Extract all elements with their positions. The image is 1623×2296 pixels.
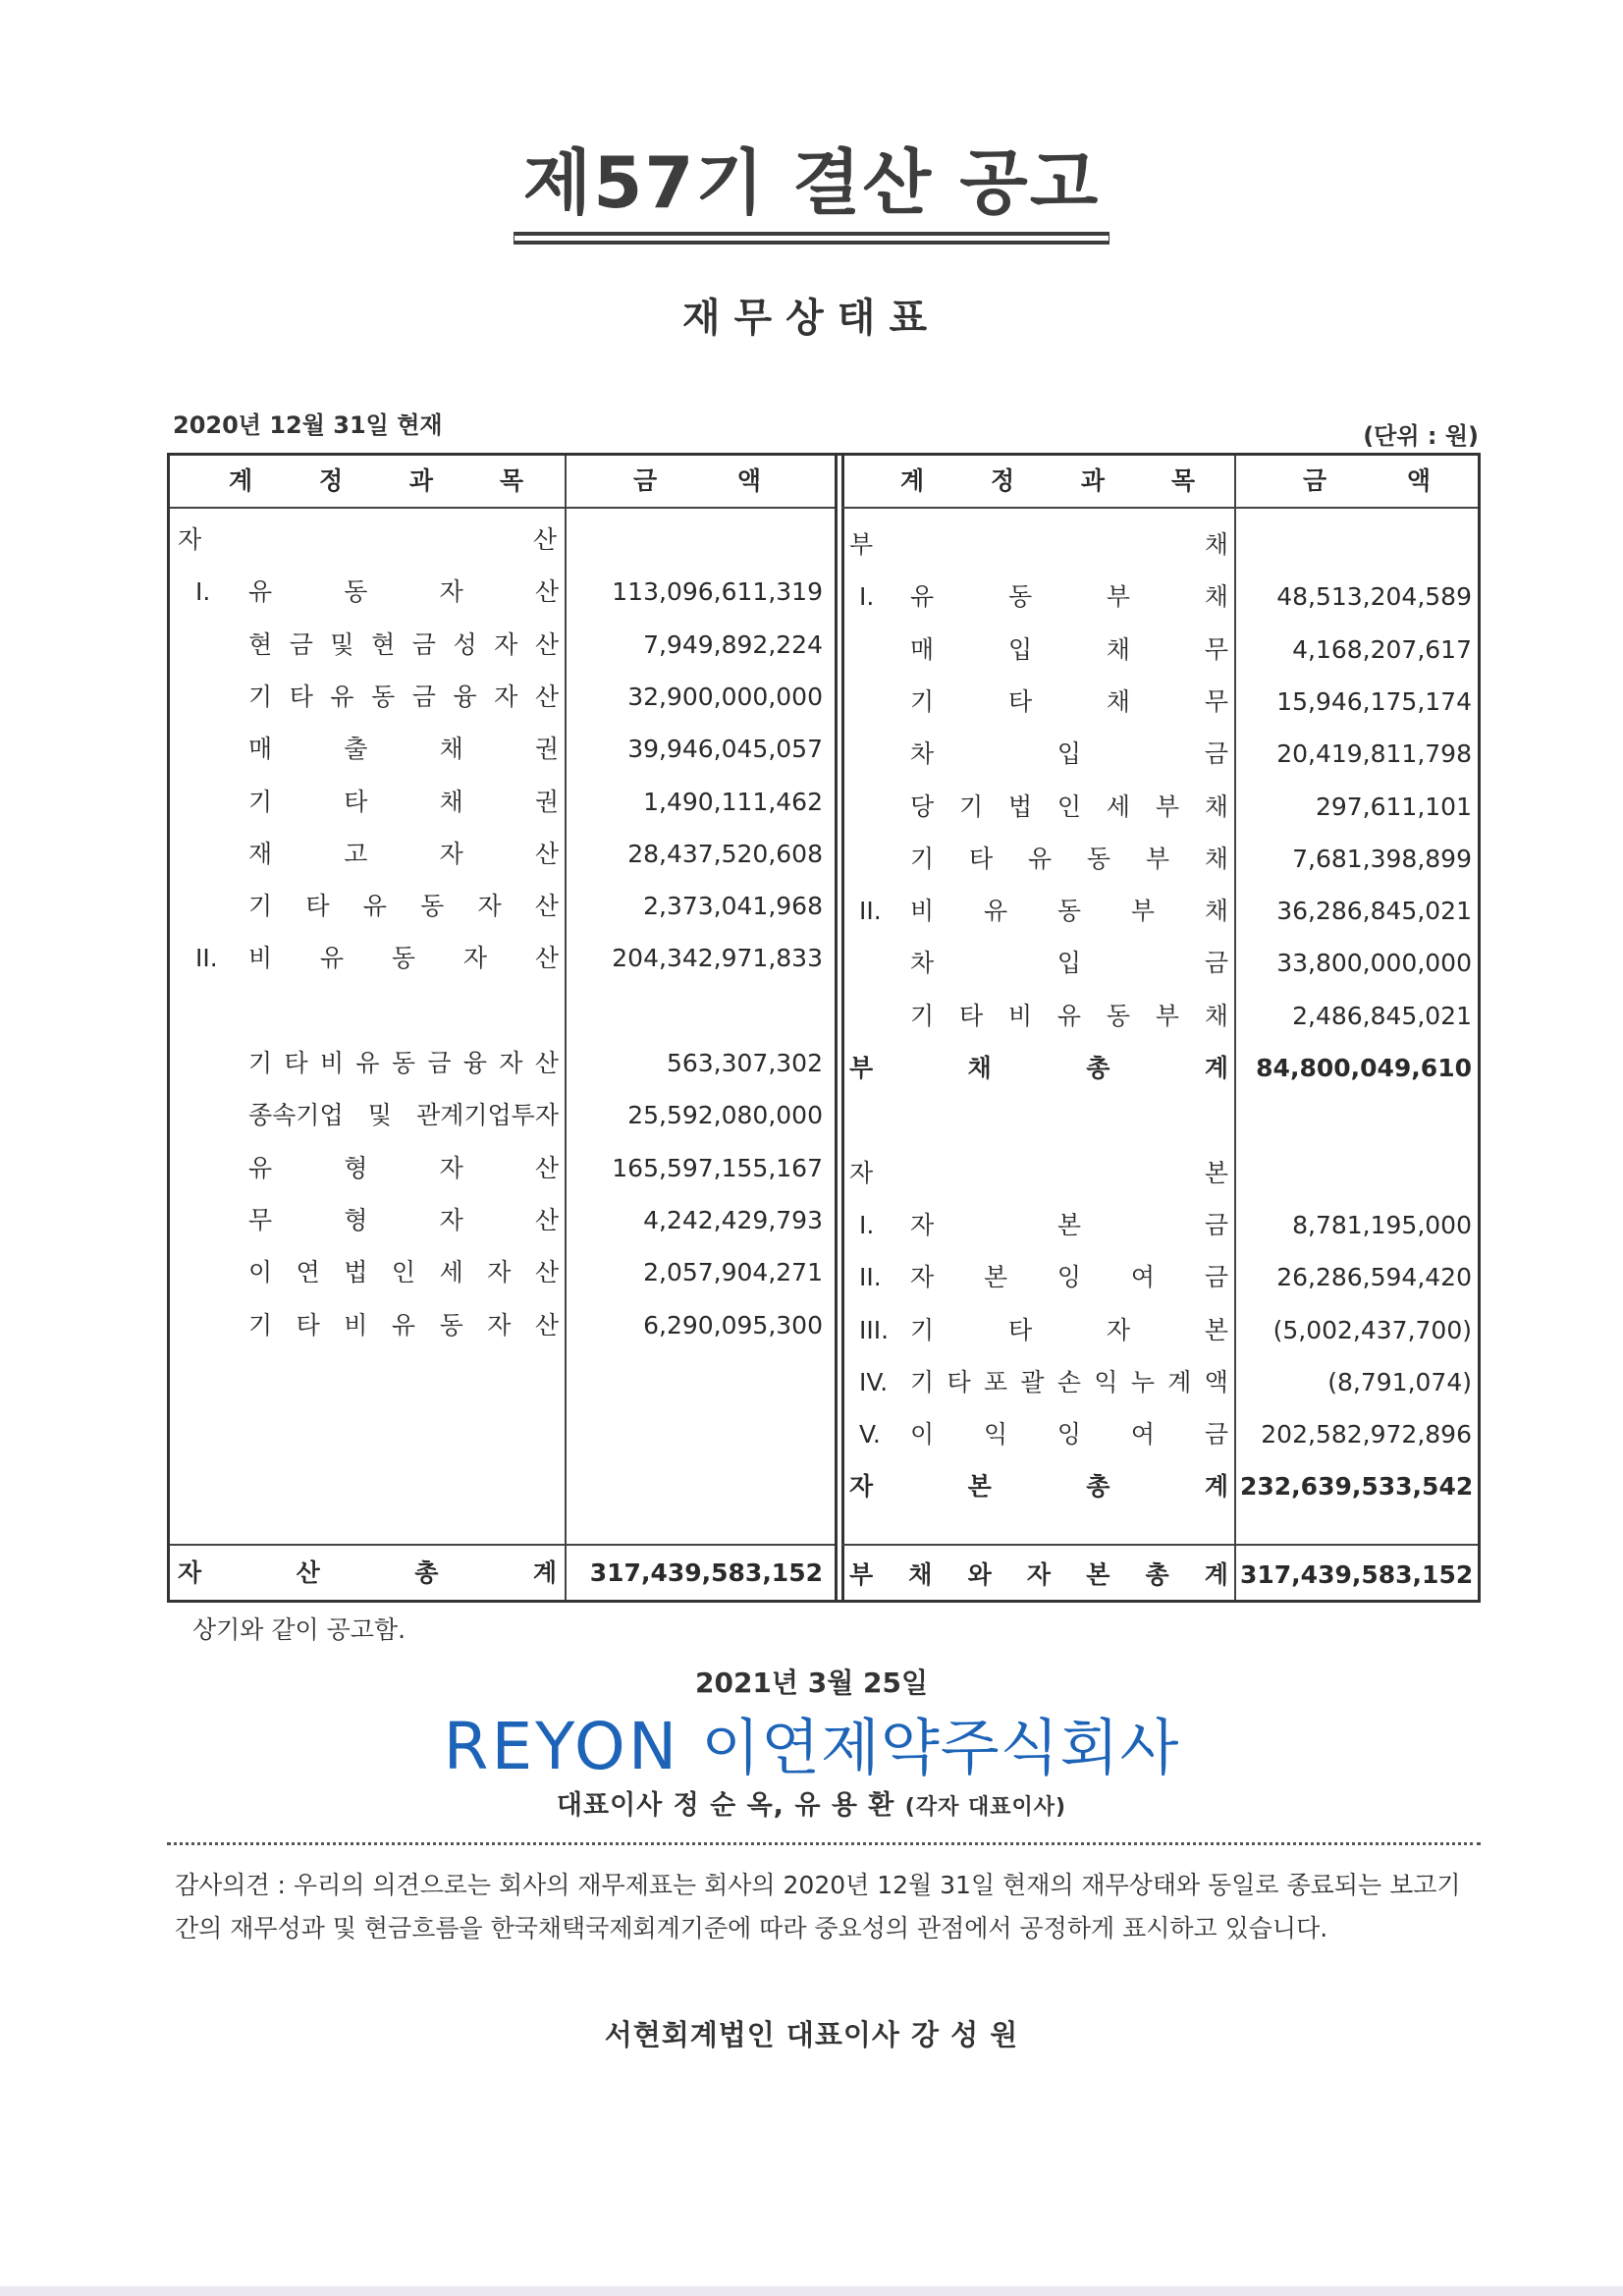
grand-total-label — [849, 1550, 1228, 1601]
liabilities-total-label-char: 부 — [849, 1054, 874, 1082]
liability-item-amount: 7,681,398,899 — [1292, 844, 1472, 873]
middle-line-a — [835, 456, 838, 1600]
asset-item-amount: 113,096,611,319 — [612, 577, 823, 607]
liabilities-section — [849, 519, 1228, 571]
company-logo — [0, 1699, 1623, 1786]
liability-item-label-char: 부 — [1106, 582, 1131, 612]
liability-item-label-char: 동 — [1056, 897, 1082, 926]
equity-item-label-char: 잉 — [1056, 1263, 1082, 1292]
asset-item-label-char: 산 — [534, 629, 559, 659]
equity-item-amount: 8,781,195,000 — [1292, 1210, 1472, 1239]
asset-item-amount: 39,946,045,057 — [627, 735, 823, 764]
asset-item-label-char: 자 — [494, 629, 518, 659]
asset-item-label-char: 동 — [391, 1049, 416, 1077]
liability-item-label-char: 기 — [958, 792, 984, 821]
asset-item-label-char: 자 — [439, 839, 463, 868]
equity-item-label — [910, 1409, 1228, 1460]
ceo-note: (각자 대표이사) — [904, 1795, 1067, 1820]
asset-item-label-char: 자 — [499, 1049, 523, 1077]
equity-item-label-char: 익 — [983, 1420, 1008, 1449]
unit-label: (단위 : 원) — [1363, 422, 1479, 450]
equity-item-label-char: 타 — [947, 1367, 971, 1396]
total-rule-right — [841, 1544, 1478, 1546]
header-rule-right — [841, 507, 1478, 509]
asset-item-label — [248, 672, 559, 723]
liability-item-label — [910, 991, 1228, 1042]
asset-item-label-char: 산 — [534, 892, 559, 921]
liability-item-label-char: 채 — [1106, 634, 1131, 664]
liability-item-label — [910, 625, 1228, 676]
equity-item-label-char: 자 — [910, 1210, 935, 1239]
equity-item-label-char: 여 — [1130, 1263, 1156, 1292]
asset-item-label-char: 유 — [319, 944, 345, 973]
asset-item-label-char: 자 — [487, 1258, 512, 1287]
header-amount-left — [633, 456, 761, 507]
asset-item-label-char: 동 — [371, 682, 396, 711]
right-amount-col-line — [1234, 456, 1236, 1600]
equity-item-label — [910, 1305, 1228, 1356]
liability-item-label-char: 기 — [910, 686, 935, 716]
asset-item-label-char: 및 — [367, 1101, 392, 1130]
assets-total-label-char: 산 — [296, 1558, 320, 1587]
asset-item-label-char: 유 — [391, 1310, 416, 1339]
liability-item-label — [910, 782, 1228, 833]
liability-item-label-char: 채 — [1204, 792, 1228, 821]
asset-item-label-char: 자 — [439, 1153, 463, 1182]
equity-item-label — [910, 1252, 1228, 1303]
company-name: 이연제약주식회사 — [701, 1712, 1180, 1783]
roman-numeral: I. — [859, 582, 875, 612]
assets-total-label-char: 자 — [178, 1558, 202, 1587]
asset-item-label-char: 기 — [248, 892, 273, 921]
equity-total-label-char: 본 — [967, 1472, 992, 1502]
header-account-left-char: 목 — [499, 466, 523, 495]
liability-item-label — [910, 834, 1228, 885]
equity-item-label-char: 손 — [1056, 1367, 1082, 1396]
equity-item-label-char: 금 — [1204, 1263, 1228, 1292]
grand-total-amount: 317,439,583,152 — [1240, 1560, 1474, 1589]
header-amount-left-char: 금 — [633, 466, 658, 495]
header-account-right-char: 정 — [990, 466, 1015, 495]
roman-numeral: III. — [859, 1315, 890, 1344]
header-account-left — [229, 456, 523, 507]
roman-numeral: II. — [859, 897, 882, 926]
header-account-right-char: 과 — [1080, 466, 1106, 495]
asset-item-label-char: 산 — [534, 1205, 559, 1234]
divider — [167, 1842, 1481, 1845]
liability-item-label-char: 동 — [1106, 1001, 1131, 1030]
liabilities-total-label-char: 총 — [1086, 1054, 1110, 1082]
asset-item-label-char: 권 — [534, 787, 559, 816]
liability-item-label — [910, 886, 1228, 937]
equity-item-label-char: 타 — [1007, 1315, 1033, 1344]
equity-item-amount: 26,286,594,420 — [1276, 1263, 1472, 1292]
liability-item-label — [910, 677, 1228, 728]
asset-item-label-char: 금 — [289, 629, 313, 659]
asset-item-label-char: 비 — [319, 1049, 345, 1077]
grand-total-label-char: 자 — [1026, 1560, 1052, 1589]
liability-item-label-char: 금 — [1204, 949, 1228, 978]
equity-total-amount: 232,639,533,542 — [1240, 1472, 1474, 1502]
equity-item-label-char: 이 — [910, 1420, 935, 1449]
liability-item-label-char: 타 — [1007, 686, 1033, 716]
liability-item-label-char: 비 — [1007, 1001, 1033, 1030]
liability-item-label-char: 입 — [1056, 949, 1082, 978]
liability-item-amount: 4,168,207,617 — [1292, 634, 1472, 664]
asset-item-label-char: 동 — [391, 944, 416, 973]
asset-item-label-char: 자 — [494, 682, 518, 711]
liability-item-label-char: 매 — [910, 634, 935, 664]
header-amount-left-char: 액 — [736, 466, 761, 495]
closing-statement: 상기와 같이 공고함. — [192, 1615, 406, 1644]
liability-item-amount: 36,286,845,021 — [1276, 897, 1472, 926]
asset-item-label-char: 연 — [296, 1258, 320, 1287]
liability-item-label — [910, 938, 1228, 989]
equity-item-label-char: 익 — [1094, 1367, 1118, 1396]
equity-item-label — [910, 1200, 1228, 1251]
ceo-line — [0, 1783, 1623, 1822]
equity-item-label-char: 자 — [910, 1263, 935, 1292]
header-account-left-char: 계 — [229, 466, 253, 495]
liability-item-label-char: 입 — [1007, 634, 1033, 664]
liability-item-label-char: 법 — [1007, 792, 1033, 821]
asset-item-label-char: 융 — [453, 682, 477, 711]
liability-item-label-char: 세 — [1106, 792, 1131, 821]
asset-item-amount: 32,900,000,000 — [627, 682, 823, 711]
equity-section-char: 자 — [849, 1158, 874, 1187]
liability-item-label-char: 유 — [983, 897, 1008, 926]
asset-item-label-char: 타 — [284, 1049, 308, 1077]
asset-item-label-char: 종속기업 — [248, 1101, 344, 1130]
liability-item-label-char: 부 — [1145, 844, 1170, 873]
liability-item-amount: 48,513,204,589 — [1276, 582, 1472, 612]
asset-item-label-char: 자 — [477, 892, 502, 921]
liability-item-label-char: 기 — [910, 844, 935, 873]
equity-item-amount: 202,582,972,896 — [1261, 1420, 1472, 1449]
equity-item-label-char: 포 — [983, 1367, 1008, 1396]
asset-item-label-char: 기 — [248, 1049, 273, 1077]
asset-item-amount: 6,290,095,300 — [643, 1310, 823, 1339]
asset-item-label-char: 현 — [371, 629, 396, 659]
publication-date: 2021년 3월 25일 — [694, 1667, 929, 1699]
statement-subtitle: 재무상태표 — [681, 296, 942, 341]
liability-item-amount: 20,419,811,798 — [1276, 739, 1472, 769]
roman-numeral: V. — [859, 1420, 881, 1449]
equity-item-label — [910, 1357, 1228, 1408]
liabilities-section-char: 채 — [1204, 530, 1228, 559]
asset-item-label-char: 동 — [344, 577, 368, 607]
roman-numeral: IV. — [859, 1367, 889, 1396]
grand-total-label-char: 와 — [967, 1560, 992, 1589]
asset-item-label — [248, 620, 559, 671]
asset-item-label-char: 산 — [534, 577, 559, 607]
asset-item-label-char: 자 — [439, 577, 463, 607]
asset-item-label-char: 관계기업투자 — [416, 1101, 559, 1130]
equity-item-label-char: 액 — [1204, 1367, 1228, 1396]
liabilities-total-amount: 84,800,049,610 — [1256, 1054, 1472, 1082]
asset-item-amount: 2,057,904,271 — [643, 1258, 823, 1287]
roman-numeral: I. — [859, 1210, 875, 1239]
asset-item-label-char: 기 — [248, 1310, 273, 1339]
asset-item-label-char: 타 — [305, 892, 330, 921]
liabilities-section-char: 부 — [849, 530, 874, 559]
equity-item-label-char: 본 — [1056, 1210, 1082, 1239]
liability-item-amount: 33,800,000,000 — [1276, 949, 1472, 978]
auditor-signature: 서현회계법인 대표이사 강 성 원 — [604, 2018, 1019, 2051]
asset-item-label-char: 채 — [439, 787, 463, 816]
asset-item-label — [248, 1247, 559, 1298]
asset-item-label-char: 비 — [248, 944, 273, 973]
equity-item-label-char: 잉 — [1056, 1420, 1082, 1449]
liability-item-label-char: 타 — [968, 844, 994, 873]
equity-item-label-char: 기 — [910, 1315, 935, 1344]
liability-item-label-char: 입 — [1056, 739, 1082, 769]
equity-item-label-char: 자 — [1106, 1315, 1131, 1344]
asset-item-label — [248, 829, 559, 880]
liability-item-label-char: 타 — [958, 1001, 984, 1030]
asset-item-label-char: 비 — [344, 1310, 368, 1339]
asset-item-label-char: 형 — [344, 1153, 368, 1182]
liabilities-total-label-char: 계 — [1204, 1054, 1228, 1082]
equity-item-label-char: 본 — [983, 1263, 1008, 1292]
asset-item-label — [248, 724, 559, 775]
equity-item-label-char: 누 — [1130, 1367, 1155, 1396]
liability-item-label-char: 부 — [1155, 792, 1179, 821]
asset-item-label-char: 타 — [344, 787, 368, 816]
asset-item-label-char: 금 — [411, 682, 436, 711]
grand-total-label-char: 본 — [1086, 1560, 1110, 1589]
equity-item-label-char: 여 — [1130, 1420, 1156, 1449]
asset-item-label-char: 산 — [534, 944, 559, 973]
equity-item-label-char: 금 — [1204, 1420, 1228, 1449]
asset-item-label-char: 산 — [534, 1153, 559, 1182]
as-of-date: 2020년 12월 31일 현재 — [173, 411, 443, 439]
equity-item-amount: (5,002,437,700) — [1272, 1315, 1472, 1344]
asset-item-label-char: 융 — [462, 1049, 487, 1077]
asset-item-label — [248, 933, 559, 984]
asset-item-label — [248, 881, 559, 932]
header-account-right — [900, 456, 1195, 507]
liability-item-label-char: 유 — [910, 582, 935, 612]
asset-item-label — [248, 1090, 559, 1141]
bottom-band — [0, 2286, 1623, 2296]
asset-item-label — [248, 567, 559, 618]
asset-item-label-char: 금 — [427, 1049, 452, 1077]
asset-item-label-char: 자 — [487, 1310, 512, 1339]
grand-total-label-char: 총 — [1145, 1560, 1169, 1589]
asset-item-label — [248, 1300, 559, 1351]
assets-section — [178, 515, 557, 566]
liability-item-label-char: 인 — [1056, 792, 1082, 821]
asset-item-label-char: 기 — [248, 682, 273, 711]
liability-item-amount: 15,946,175,174 — [1276, 686, 1472, 716]
liabilities-total-label-char: 채 — [967, 1054, 992, 1082]
liability-item-label-char: 기 — [910, 1001, 935, 1030]
equity-item-label-char: 계 — [1167, 1367, 1192, 1396]
asset-item-label-char: 유 — [330, 682, 354, 711]
liability-item-label-char: 비 — [910, 897, 935, 926]
liability-item-label-char: 채 — [1204, 582, 1228, 612]
roman-numeral: I. — [195, 577, 211, 607]
asset-item-amount: 4,242,429,793 — [643, 1205, 823, 1234]
header-account-right-char: 계 — [900, 466, 925, 495]
asset-item-label-char: 재 — [248, 839, 273, 868]
asset-item-label-char: 출 — [344, 735, 368, 764]
asset-item-label-char: 고 — [344, 839, 368, 868]
asset-item-label-char: 채 — [439, 735, 463, 764]
equity-item-label-char: 괄 — [1020, 1367, 1045, 1396]
asset-item-label-char: 산 — [534, 1310, 559, 1339]
liability-item-amount: 2,486,845,021 — [1292, 1001, 1472, 1030]
assets-total-amount: 317,439,583,152 — [589, 1558, 823, 1587]
roman-numeral: II. — [195, 944, 218, 973]
asset-item-label-char: 유 — [355, 1049, 380, 1077]
middle-line-b — [841, 456, 844, 1600]
asset-item-label-char: 및 — [330, 629, 354, 659]
equity-item-amount: (8,791,074) — [1327, 1367, 1472, 1396]
asset-item-label-char: 산 — [534, 1258, 559, 1287]
asset-item-label-char: 성 — [453, 629, 477, 659]
header-rule-left — [170, 507, 835, 509]
grand-total-label-char: 채 — [908, 1560, 933, 1589]
asset-item-label — [248, 1143, 559, 1194]
asset-item-label-char: 세 — [439, 1258, 463, 1287]
logo-wordmark: REYON — [443, 1709, 680, 1784]
asset-item-amount: 28,437,520,608 — [627, 839, 823, 868]
asset-item-label-char: 타 — [289, 682, 313, 711]
asset-item-label-char: 동 — [439, 1310, 463, 1339]
equity-item-label-char: 기 — [910, 1367, 935, 1396]
header-account-left-char: 과 — [408, 466, 434, 495]
left-amount-col-line — [565, 456, 567, 1600]
total-rule-left — [170, 1544, 835, 1546]
asset-item-amount: 1,490,111,462 — [643, 787, 823, 816]
equity-total-label-char: 자 — [849, 1472, 874, 1502]
asset-item-amount: 7,949,892,224 — [643, 629, 823, 659]
equity-section — [849, 1148, 1228, 1199]
asset-item-label-char: 타 — [296, 1310, 320, 1339]
title-wrap — [0, 126, 1623, 236]
assets-total-label — [178, 1548, 557, 1599]
liability-item-label-char: 동 — [1007, 582, 1033, 612]
liability-item-label — [910, 572, 1228, 623]
liability-item-label-char: 부 — [1155, 1001, 1179, 1030]
asset-item-amount: 204,342,971,833 — [612, 944, 823, 973]
asset-item-label-char: 현 — [248, 629, 273, 659]
asset-item-label-char: 기 — [248, 787, 273, 816]
liability-item-label-char: 당 — [910, 792, 935, 821]
asset-item-label-char: 자 — [439, 1205, 463, 1234]
asset-item-label-char: 이 — [248, 1258, 273, 1287]
liability-item-label-char: 금 — [1204, 739, 1228, 769]
asset-item-label-char: 산 — [534, 1049, 559, 1077]
liability-item-label-char: 차 — [910, 949, 935, 978]
liability-item-label-char: 채 — [1204, 844, 1228, 873]
assets-section-char: 자 — [178, 525, 202, 554]
asset-item-label-char: 산 — [534, 682, 559, 711]
equity-item-label-char: 본 — [1204, 1315, 1228, 1344]
asset-item-label-char: 금 — [411, 629, 436, 659]
grand-total-label-char: 부 — [849, 1560, 874, 1589]
liability-item-label-char: 채 — [1106, 686, 1131, 716]
page-title: 제57기 결산 공고 — [514, 126, 1110, 236]
equity-total-label — [849, 1461, 1228, 1512]
liability-item-amount: 297,611,101 — [1315, 792, 1472, 821]
asset-item-label-char: 무 — [248, 1205, 273, 1234]
liability-item-label-char: 차 — [910, 739, 935, 769]
roman-numeral: II. — [859, 1263, 882, 1292]
liability-item-label-char: 무 — [1204, 686, 1228, 716]
liability-item-label — [910, 729, 1228, 780]
assets-total-label-char: 계 — [532, 1558, 557, 1587]
header-amount-right-char: 액 — [1406, 466, 1431, 495]
asset-item-label-char: 형 — [344, 1205, 368, 1234]
asset-item-label — [248, 1038, 559, 1089]
equity-total-label-char: 계 — [1204, 1472, 1228, 1502]
header-account-left-char: 정 — [318, 466, 344, 495]
liability-item-label-char: 부 — [1130, 897, 1156, 926]
liability-item-label-char: 유 — [1027, 844, 1053, 873]
asset-item-label — [248, 1195, 559, 1246]
assets-total-label-char: 총 — [414, 1558, 439, 1587]
liability-item-label-char: 채 — [1204, 897, 1228, 926]
liabilities-total-label — [849, 1043, 1228, 1094]
asset-item-label-char: 자 — [462, 944, 488, 973]
balance-sheet-table — [167, 453, 1481, 1603]
equity-total-label-char: 총 — [1086, 1472, 1110, 1502]
equity-item-label-char: 금 — [1204, 1210, 1228, 1239]
assets-section-char: 산 — [532, 525, 557, 554]
equity-section-char: 본 — [1204, 1158, 1228, 1187]
asset-item-amount: 25,592,080,000 — [627, 1101, 823, 1130]
header-account-right-char: 목 — [1170, 466, 1195, 495]
ceo-names: 대표이사 정 순 옥, 유 용 환 — [556, 1790, 895, 1821]
asset-item-label-char: 인 — [391, 1258, 416, 1287]
audit-opinion: 감사의견 : 우리의 의견으로는 회사의 재무제표는 회사의 2020년 12월 31일 현재의 재무상태와 동일로 종료되는 보고기간의 재무성과 및 현금흐름을 한국채택국제회계기준에 따라 중요성의 관점에서 공정하게 표시하고 있습니다. — [175, 1871, 1461, 1942]
liability-item-label-char: 동 — [1086, 844, 1111, 873]
asset-item-label-char: 법 — [344, 1258, 368, 1287]
grand-total-label-char: 계 — [1204, 1560, 1228, 1589]
asset-item-label-char: 유 — [362, 892, 387, 921]
asset-item-label-char: 동 — [420, 892, 445, 921]
header-amount-right-char: 금 — [1303, 466, 1327, 495]
liability-item-label-char: 채 — [1204, 1001, 1228, 1030]
asset-item-amount: 165,597,155,167 — [612, 1153, 823, 1182]
liability-item-label-char: 무 — [1204, 634, 1228, 664]
asset-item-label-char: 권 — [534, 735, 559, 764]
asset-item-amount: 563,307,302 — [666, 1049, 823, 1077]
asset-item-label-char: 매 — [248, 735, 273, 764]
asset-item-label — [248, 777, 559, 828]
asset-item-label-char: 유 — [248, 1153, 273, 1182]
header-amount-right — [1303, 456, 1431, 507]
asset-item-label-char: 산 — [534, 839, 559, 868]
asset-item-label-char: 유 — [248, 577, 273, 607]
liability-item-label-char: 유 — [1056, 1001, 1082, 1030]
asset-item-amount: 2,373,041,968 — [643, 892, 823, 921]
